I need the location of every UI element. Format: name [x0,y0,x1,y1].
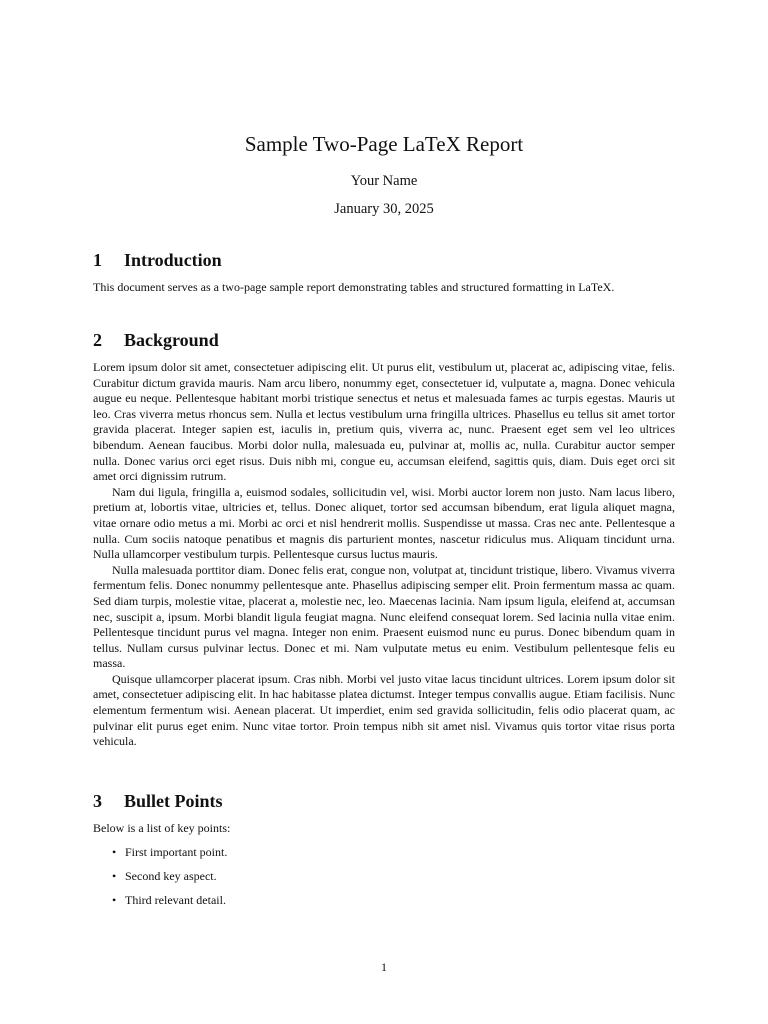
document-title: Sample Two-Page LaTeX Report [244,132,524,156]
paragraph: This document serves as a two-page sample report demonstrating tables and structured formatting in LaTeX. [93,280,615,294]
section-body-introduction [93,280,675,296]
paragraph: Lorem ipsum dolor sit amet, consectetuer adipiscing elit. Ut purus elit, vestibulum ut, placerat ac, adipiscing vitae, felis. Curabitur dictum gravida mauris. Nam arcu libero, nonummy eget, consectetuer id, vulputate a, magna. Donec vehicula augue eu neque. Pellentesque habitant morbi tristique senectus et netus et malesuada fames ac turpis egestas. Mauris ut leo. Cras viverra metus rhoncus sem. Nulla et lectus vestibulum urna fringilla ultrices. Phasellus eu tellus sit amet tortor gravida placerat. Integer sapien est, iaculis in, pretium quis, viverra ac, nunc. Praesent eget sem vel leo ultrices bibendum. Aenean faucibus. Morbi dolor nulla, malesuada eu, pulvinar at, mollis ac, nulla. Curabitur auctor semper nulla. Donec varius orci eget risus. Duis nibh mi, congue eu, accumsan eleifend, sagittis quis, diam. Duis eget orci sit amet orci dignissim rutrum. [93,360,675,484]
section-title: Bullet Points [124,791,223,811]
paragraph: Nulla malesuada porttitor diam. Donec felis erat, congue non, volutpat at, tincidunt tristique, libero. Vivamus viverra fermentum felis. Donec nonummy pellentesque ante. Phasellus adipiscing semper elit. Proin fermentum massa ac quam. Sed diam turpis, molestie vitae, placerat a, molestie nec, leo. Maecenas lacinia. Nam ipsum ligula, eleifend at, accumsan nec, suscipit a, ipsum. Morbi blandit ligula feugiat magna. Nunc eleifend consequat lorem. Sed lacinia nulla vitae enim. Pellentesque tincidunt purus vel magna. Integer non enim. Praesent euismod nunc eu purus. Donec bibendum quam in tellus. Nullam cursus pulvinar lectus. Donec et mi. Nam vulputate metus eu enim. Vestibulum pellentesque felis eu massa. [93,562,675,671]
bullet-icon: • [112,893,117,908]
document-date: January 30, 2025 [334,201,434,217]
list-item-text: Second key aspect. [125,869,217,884]
list-item [93,845,675,869]
section-number: 1 [93,250,102,270]
list-item [93,893,675,917]
bullet-list [93,845,675,918]
bullet-icon: • [112,845,117,859]
section-number: 3 [93,791,102,811]
list-item-text: First important point. [125,845,228,859]
section-heading-background [93,329,219,351]
list-item-text: Third relevant detail. [125,893,226,908]
section-heading-bullet-points [93,790,223,812]
paragraph: Below is a list of key points: [93,821,231,835]
section-body-background [93,360,675,750]
paragraph: Nam dui ligula, fringilla a, euismod sodales, sollicitudin vel, wisi. Morbi auctor lorem non justo. Nam lacus libero, pretium at, lobortis vitae, ultricies et, tellus. Donec aliquet, tortor sed accumsan bibendum, erat ligula aliquet magna, vitae ornare odio metus a mi. Morbi ac orci et nisl hendrerit mollis. Suspendisse ut massa. Cras nec ante. Pellentesque a nulla. Cum sociis natoque penatibus et magnis dis parturient montes, nascetur ridiculus mus. Aliquam tincidunt urna. Nulla ullamcorper vestibulum turpis. Pellentesque cursus luctus mauris. [93,484,675,562]
document-author: Your Name [350,173,418,189]
bullet-icon: • [112,869,117,884]
section-title: Background [124,330,219,350]
section-heading-introduction [93,249,222,271]
paragraph: Quisque ullamcorper placerat ipsum. Cras nibh. Morbi vel justo vitae lacus tincidunt ultrices. Lorem ipsum dolor sit amet, consectetuer adipiscing elit. In hac habitasse platea dictumst. Integer tempus convallis augue. Etiam facilisis. Nunc elementum fermentum wisi. Aenean placerat. Ut imperdiet, enim sed gravida sollicitudin, felis odio placerat quam, ac pulvinar elit purus eget enim. Nunc vitae tortor. Proin tempus nibh sit amet nisl. Vivamus quis tortor vitae risus porta vehicula. [93,671,675,749]
page-number: 1 [381,960,387,974]
section-number: 2 [93,330,102,350]
section-body-bullet-points [93,821,675,837]
section-title: Introduction [124,250,222,270]
list-item [93,869,675,893]
